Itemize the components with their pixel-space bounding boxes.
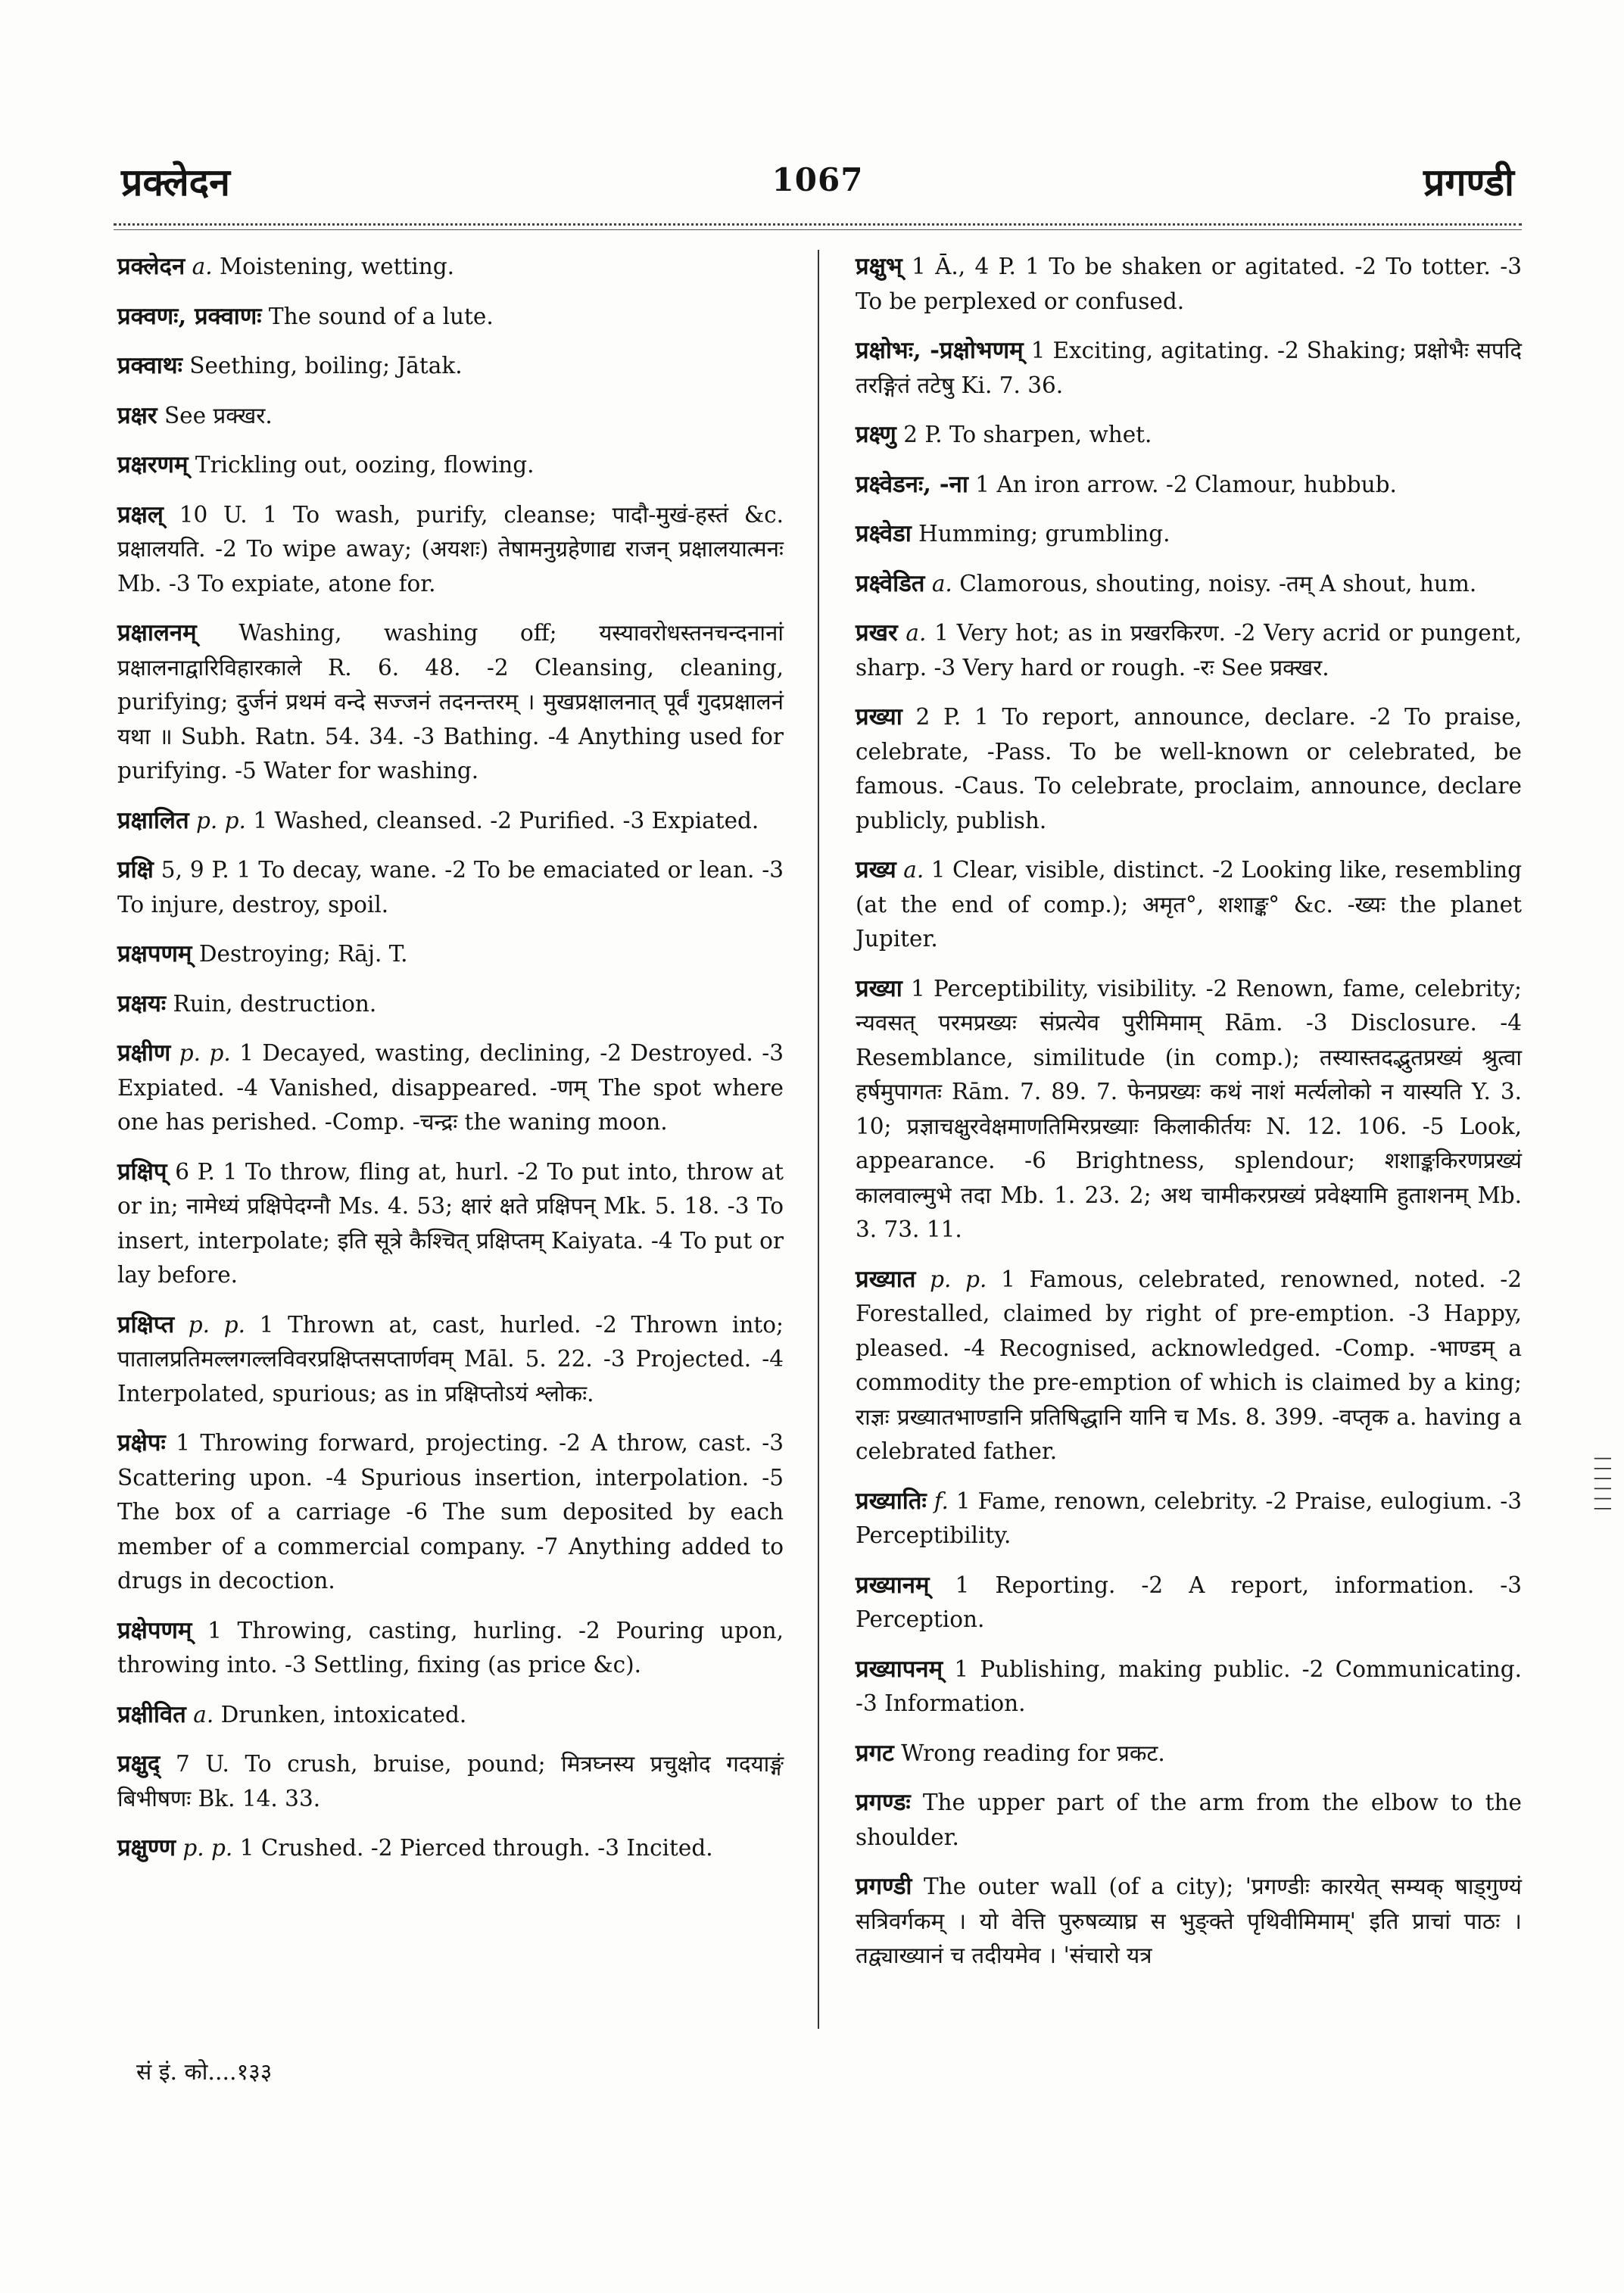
dictionary-entry bbox=[117, 1426, 784, 1599]
dictionary-entry bbox=[117, 804, 784, 839]
entry-headword: प्रक्षपणम् bbox=[117, 940, 192, 967]
running-head-right: प्रगण्डी bbox=[1423, 160, 1514, 204]
entry-definition: 1 Famous, celebrated, renowned, noted. -2 Forestalled, claimed by right of pre-emption. -3 Happy, pleased. -4 Recognised, acknowledged. -Comp. -भाण्डम् a commodity the pre-emption of which is claimed by a king; राज्ञः प्रख्यातभाण्डानि प्रतिषिद्धानि यानि च Ms. 8. 399. -वप्तृक a. having a celebrated father. bbox=[856, 1266, 1522, 1464]
page-header bbox=[114, 148, 1522, 216]
entry-definition: 1 Throwing forward, projecting. -2 A throw, cast. -3 Scattering upon. -4 Spurious insertion, interpolation. -5 The box of a carriage -6 The sum deposited by each member of a commercial company. -7 Anything added to drugs in decoction. bbox=[117, 1430, 784, 1594]
dictionary-entry bbox=[856, 1485, 1522, 1553]
entry-definition: Drunken, intoxicated. bbox=[220, 1701, 467, 1728]
entry-definition: 1 Ā., 4 P. 1 To be shaken or agitated. -2 To totter. -3 To be perplexed or confused. bbox=[856, 254, 1522, 314]
dictionary-entry bbox=[856, 567, 1522, 602]
entry-definition: The sound of a lute. bbox=[268, 303, 494, 329]
dictionary-entry bbox=[117, 1698, 784, 1733]
entry-headword: प्रक्षीण bbox=[117, 1039, 171, 1067]
entry-headword: प्रक्षल् bbox=[117, 500, 164, 528]
signature-mark: सं इं. को....१३३ bbox=[136, 2059, 273, 2086]
entry-headword: प्रक्ष्णु bbox=[856, 421, 896, 448]
entry-pos: a. bbox=[903, 857, 924, 883]
entry-definition: 6 P. 1 To throw, fling at, hurl. -2 To put into, throw at or in; नामेध्यं प्रक्षिपेदग्नौ Ms. 4. 53; क्षारं क्षते प्रक्षिपन् Mk. 5. 18. -3 To insert, interpolate; इति सूत्रे कैश्चित् प्रक्षिप्तम् Kaiyata. -4 To put or lay before. bbox=[117, 1158, 784, 1288]
dictionary-entry bbox=[856, 418, 1522, 453]
entry-pos: a. bbox=[931, 570, 952, 597]
dictionary-entry bbox=[117, 498, 784, 602]
entry-pos: p. p. bbox=[930, 1266, 987, 1292]
entry-headword: प्रक्षालित bbox=[117, 806, 189, 834]
entry-headword: प्रक्वणः, प्रक्वाणः bbox=[117, 302, 262, 330]
dictionary-entry bbox=[117, 1308, 784, 1412]
margin-mark: |||||| bbox=[1594, 1453, 1613, 1514]
entry-definition: 1 Very hot; as in प्रखरकिरण. -2 Very acrid or pungent, sharp. -3 Very hard or rough. -रः See प्रक्खर. bbox=[856, 620, 1522, 681]
entry-headword: प्रखर bbox=[856, 619, 898, 646]
entry-headword: प्रक्षेपः bbox=[117, 1429, 166, 1456]
dictionary-entry bbox=[117, 937, 784, 972]
entry-pos: a. bbox=[906, 620, 927, 646]
entry-pos: p. p. bbox=[179, 1040, 231, 1066]
entry-definition: 1 Reporting. -2 A report, information. -3 Perception. bbox=[856, 1572, 1522, 1632]
dictionary-entry bbox=[856, 250, 1522, 319]
dictionary-entry bbox=[117, 1155, 784, 1293]
entry-headword: प्रक्षिप्त bbox=[117, 1310, 175, 1338]
page-number: 1067 bbox=[771, 161, 864, 198]
dictionary-entry bbox=[117, 987, 784, 1022]
entry-headword: प्रगण्डः bbox=[856, 1789, 911, 1816]
entry-headword: प्रख्यानम् bbox=[856, 1571, 930, 1599]
dictionary-entry bbox=[117, 448, 784, 483]
dictionary-entry bbox=[856, 1737, 1522, 1771]
entry-definition: 1 Crushed. -2 Pierced through. -3 Incited. bbox=[239, 1835, 713, 1861]
dictionary-entry bbox=[117, 1747, 784, 1816]
entry-headword: प्रक्वाथः bbox=[117, 352, 182, 379]
entry-definition: Destroying; Rāj. T. bbox=[198, 941, 408, 967]
entry-pos: a. bbox=[192, 254, 213, 279]
entry-definition: Moistening, wetting. bbox=[219, 254, 455, 279]
entry-pos: p. p. bbox=[188, 1311, 245, 1338]
entry-headword: प्रख्यापनम् bbox=[856, 1655, 943, 1683]
entry-definition: Clamorous, shouting, noisy. -तम् A shout, hum. bbox=[959, 570, 1477, 597]
entry-definition: Ruin, destruction. bbox=[173, 990, 377, 1017]
entry-definition: 1 Decayed, wasting, declining, -2 Destroyed. -3 Expiated. -4 Vanished, disappeared. -णम् The spot where one has perished. -Comp. -चन्द्रः the waning moon. bbox=[117, 1040, 784, 1135]
entry-definition: 10 U. 1 To wash, purify, cleanse; पादौ-मुखं-हस्तं &c. प्रक्षालयति. -2 To wipe away; (अयशः) तेषामनुग्रहेणाद्य राजन् प्रक्षालयात्मनः Mb. -3 To expiate, atone for. bbox=[117, 501, 784, 597]
entry-headword: प्रख्या bbox=[856, 974, 902, 1002]
dictionary-entry bbox=[856, 1870, 1522, 1974]
entry-definition: 1 Throwing, casting, hurling. -2 Pouring upon, throwing into. -3 Settling, fixing (as price &c). bbox=[117, 1617, 784, 1678]
left-column bbox=[117, 250, 784, 1881]
dictionary-entry bbox=[856, 853, 1522, 957]
entry-headword: प्रक्ष्वेडा bbox=[856, 520, 912, 547]
entry-definition: See प्रक्खर. bbox=[164, 402, 273, 428]
entry-definition: 1 Clear, visible, distinct. -2 Looking like, resembling (at the end of comp.); अमृत°, शशाङ्क° &c. -ख्यः the planet Jupiter. bbox=[856, 857, 1522, 952]
dictionary-entry bbox=[117, 616, 784, 789]
column-divider bbox=[818, 250, 819, 2029]
dictionary-entry bbox=[117, 1831, 784, 1866]
dictionary-entry bbox=[117, 300, 784, 335]
entry-pos: p. p. bbox=[182, 1835, 233, 1861]
entry-pos: p. p. bbox=[196, 807, 246, 833]
right-column bbox=[856, 250, 1522, 1989]
entry-headword: प्रक्लेदन bbox=[117, 253, 185, 280]
dictionary-entry bbox=[856, 517, 1522, 552]
entry-headword: प्रगण्डी bbox=[856, 1873, 912, 1900]
entry-headword: प्रक्षुभ् bbox=[856, 253, 902, 280]
entry-headword: प्रक्षुद् bbox=[117, 1750, 161, 1777]
entry-headword: प्रख्यात bbox=[856, 1265, 916, 1293]
entry-headword: प्रक्षेपणम् bbox=[117, 1616, 192, 1644]
entry-definition: 1 Washed, cleansed. -2 Purified. -3 Expiated. bbox=[253, 807, 759, 833]
dictionary-entry bbox=[117, 399, 784, 434]
entry-definition: The outer wall (of a city); 'प्रगण्डीः कारयेत् सम्यक् षाड्गुण्यं सत्रिवर्गकम् । यो वेत्ति पुरुषव्याघ्र स भुङ्क्ते पृथिवीमिमाम्' इति प्राचां पाठः । तद्व्याख्यानं च तदीयमेव । 'संचारो यत्र bbox=[856, 1874, 1522, 1968]
entry-headword: प्रक्षालनम् bbox=[117, 619, 197, 646]
entry-definition: Humming; grumbling. bbox=[918, 521, 1170, 547]
dictionary-entry bbox=[856, 616, 1522, 685]
entry-headword: प्रक्ष्वेडनः, -ना bbox=[856, 470, 968, 498]
entry-headword: प्रक्षुण्ण bbox=[117, 1834, 176, 1862]
entry-definition: Wrong reading for प्रकट. bbox=[901, 1740, 1165, 1766]
entry-headword: प्रक्षोभः, -प्रक्षोभणम् bbox=[856, 337, 1024, 364]
entry-headword: प्रक्षीवित bbox=[117, 1700, 186, 1728]
entry-headword: प्रक्षिप् bbox=[117, 1157, 167, 1185]
entry-definition: 1 Exciting, agitating. -2 Shaking; प्रक्षोभैः सपदि तरङ्गितं तटेषु Ki. 7. 36. bbox=[856, 338, 1522, 398]
dictionary-entry bbox=[856, 972, 1522, 1248]
entry-definition: 7 U. To crush, bruise, pound; मित्रघ्नस्य प्रचुक्षोद गदयाङ्गं बिभीषणः Bk. 14. 33. bbox=[117, 1751, 784, 1812]
entry-pos: f. bbox=[934, 1488, 949, 1514]
dictionary-entry bbox=[856, 1653, 1522, 1721]
dictionary-entry bbox=[856, 1263, 1522, 1469]
dictionary-entry bbox=[117, 1036, 784, 1140]
dictionary-entry bbox=[117, 349, 784, 384]
header-rule-dotted bbox=[114, 223, 1522, 226]
entry-definition: 1 Perceptibility, visibility. -2 Renown, fame, celebrity; न्यवसत् परमप्रख्यः संप्रत्येव पुरीमिमाम् Rām. -3 Disclosure. -4 Resemblance, similitude (in comp.); तस्यास्तदद्भुतप्रख्यं श्रुत्वा हर्षमुपागतः Rām. 7. 89. 7. फेनप्रख्यः कथं नाशं मर्त्यलोको न यास्यति Y. 3. 10; प्रज्ञाचक्षुरवेक्षमाणतिमिरप्रख्याः किलाकीर्तयः N. 12. 106. -5 Look, appearance. -6 Brightness, splendour; शशाङ्ककिरणप्रख्यं कालवाल्मुभे तदा Mb. 1. 23. 2; अथ चामीकरप्रख्यं प्रवेक्ष्यामि हुताशनम् Mb. 3. 73. 11. bbox=[856, 975, 1522, 1242]
entry-definition: 2 P. 1 To report, announce, declare. -2 To praise, celebrate, -Pass. To be well-known or celebrated, be famous. -Caus. To celebrate, proclaim, announce, declare publicly, publish. bbox=[856, 704, 1522, 833]
entry-definition: Seething, boiling; Jātak. bbox=[189, 353, 463, 379]
dictionary-entry bbox=[117, 853, 784, 922]
entry-definition: 1 Fame, renown, celebrity. -2 Praise, eulogium. -3 Perceptibility. bbox=[856, 1488, 1522, 1548]
entry-definition: 1 Thrown at, cast, hurled. -2 Thrown into; पातालप्रतिमल्लगल्लविवरप्रक्षिप्तसप्तार्णवम् Māl. 5. 22. -3 Projected. -4 Interpolated, spurious; as in प्रक्षिप्तोऽयं श्लोकः. bbox=[117, 1311, 784, 1407]
entry-headword: प्रख्य bbox=[856, 856, 896, 883]
dictionary-entry bbox=[117, 250, 784, 285]
entry-definition: Trickling out, oozing, flowing. bbox=[195, 452, 535, 478]
entry-definition: 5, 9 P. 1 To decay, wane. -2 To be emaciated or lean. -3 To injure, destroy, spoil. bbox=[117, 857, 784, 918]
entry-definition: 1 Publishing, making public. -2 Communicating. -3 Information. bbox=[856, 1656, 1522, 1716]
entry-headword: प्रख्यातिः bbox=[856, 1487, 927, 1515]
entry-definition: 2 P. To sharpen, whet. bbox=[903, 422, 1152, 447]
entry-headword: प्रक्षर bbox=[117, 401, 157, 429]
entry-headword: प्रख्या bbox=[856, 703, 902, 731]
entry-definition: 1 An iron arrow. -2 Clamour, hubbub. bbox=[975, 471, 1397, 497]
entry-pos: a. bbox=[193, 1701, 214, 1728]
entry-headword: प्रक्ष्वेडित bbox=[856, 569, 925, 597]
dictionary-entry bbox=[856, 1786, 1522, 1855]
entry-headword: प्रक्षयः bbox=[117, 989, 167, 1017]
header-rule bbox=[114, 229, 1522, 230]
dictionary-entry bbox=[856, 334, 1522, 403]
entry-headword: प्रगट bbox=[856, 1739, 894, 1767]
dictionary-entry bbox=[856, 700, 1522, 838]
dictionary-entry bbox=[117, 1614, 784, 1683]
dictionary-entry bbox=[856, 1569, 1522, 1637]
entry-definition: Washing, washing off; यस्यावरोधस्तनचन्दनानां प्रक्षालनाद्वारिविहारकाले R. 6. 48. -2 Cleansing, cleaning, purifying; दुर्जनं प्रथमं वन्दे सज्जनं तदनन्तरम् । मुखप्रक्षालनात् पूर्वं गुदप्रक्षालनं यथा ॥ Subh. Ratn. 54. 34. -3 Bathing. -4 Anything used for purifying. -5 Water for washing. bbox=[117, 620, 784, 784]
entry-headword: प्रक्षि bbox=[117, 856, 154, 883]
entry-definition: The upper part of the arm from the elbow to the shoulder. bbox=[856, 1790, 1522, 1850]
running-head-left: प्रक्लेदन bbox=[121, 160, 230, 204]
dictionary-entry bbox=[856, 468, 1522, 503]
entry-headword: प्रक्षरणम् bbox=[117, 451, 189, 478]
